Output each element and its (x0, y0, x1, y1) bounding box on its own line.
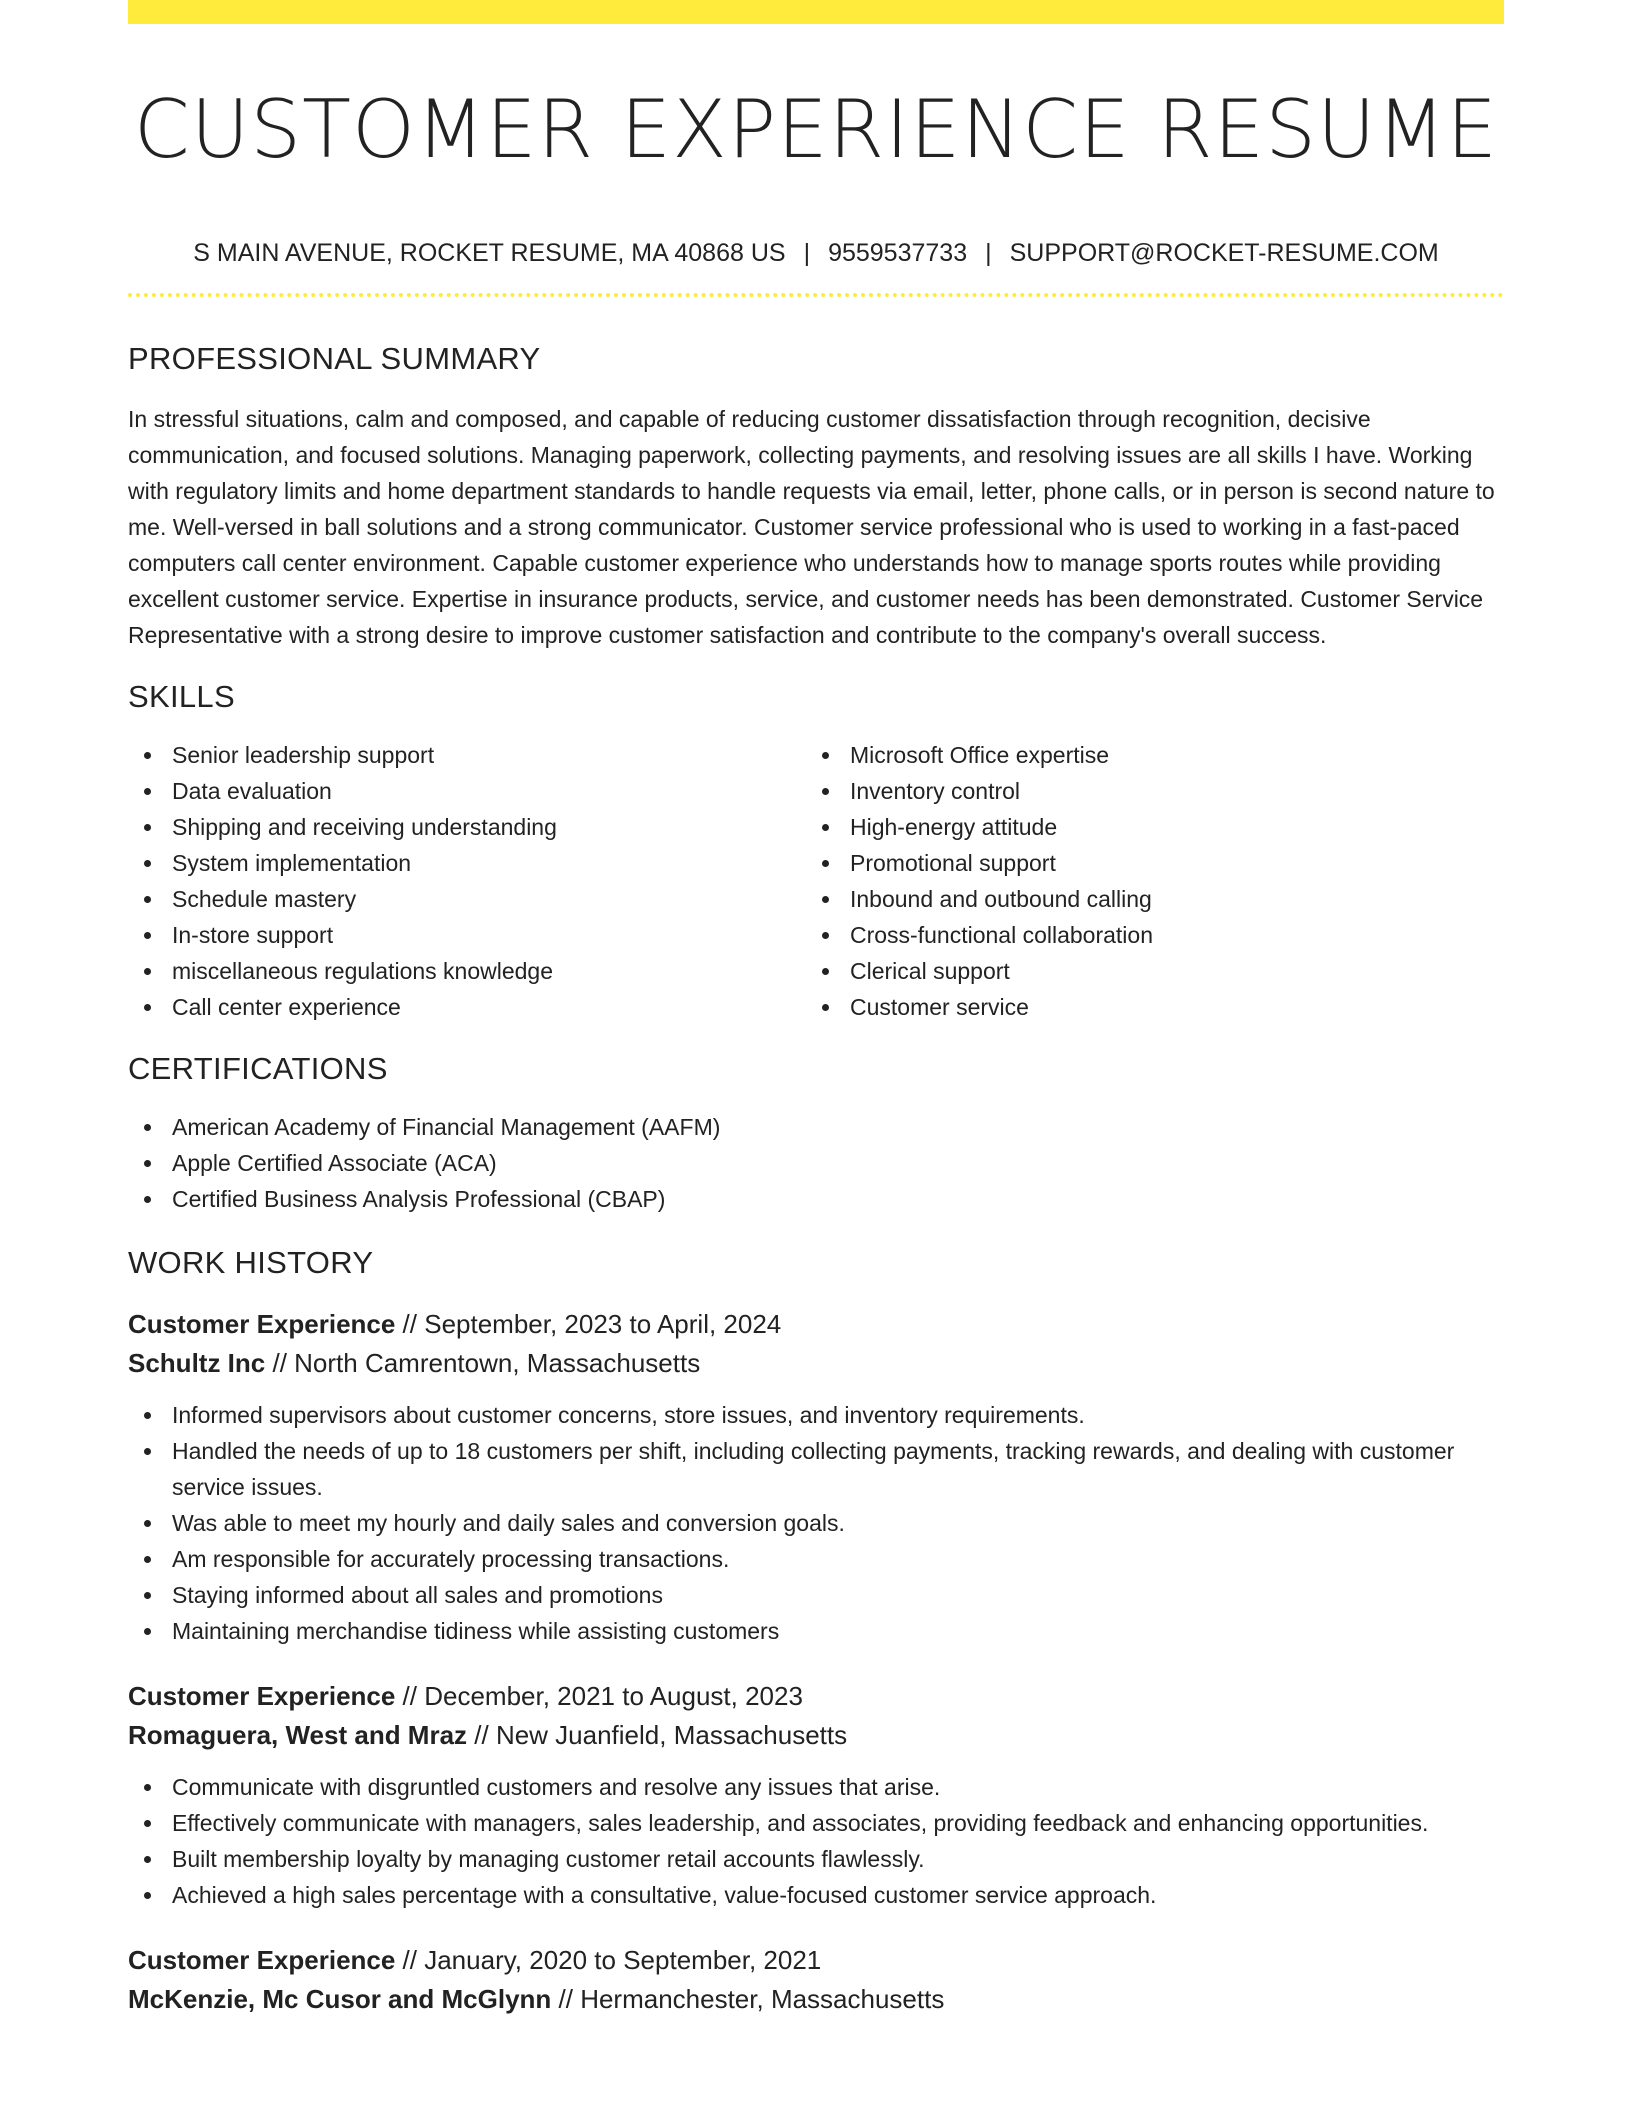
skill-item: High-energy attitude (806, 809, 1484, 845)
work-history-heading: WORK HISTORY (128, 1245, 374, 1280)
skills-list-right (806, 737, 1484, 1025)
certifications-heading: CERTIFICATIONS (128, 1051, 388, 1086)
skills-heading: SKILLS (128, 679, 235, 714)
resume-title: CUSTOMER EXPERIENCE RESUME (133, 83, 1499, 176)
job-entry (128, 1305, 1504, 1649)
skill-item: miscellaneous regulations knowledge (128, 953, 806, 989)
summary-text: In stressful situations, calm and composed, and capable of reducing customer dissatisfaction through recognition, decisive communication, and focused solutions. Managing paperwork, collecting payments, and resolving issues are all skills I have. Working with regulatory limits and home department standards to handle requests via email, letter, phone calls, or in person is second nature to me. Well-versed in ball solutions and a strong communicator. Customer service professional who is used to working in a fast-paced computers call center environment. Capable customer experience who understands how to manage sports routes while providing excellent customer service. Expertise in insurance products, service, and customer needs has been demonstrated. Customer Service Representative with a strong desire to improve customer satisfaction and contribute to the company's overall success. (128, 406, 1495, 648)
job-company-line (128, 1344, 1504, 1383)
certification-item: Apple Certified Associate (ACA) (128, 1145, 1504, 1181)
job-dates: // January, 2020 to September, 2021 (395, 1945, 822, 1975)
job-title: Customer Experience (128, 1945, 396, 1975)
skills-list-left (128, 737, 806, 1025)
job-title-line (128, 1677, 1504, 1716)
skill-item: Shipping and receiving understanding (128, 809, 806, 845)
skill-item: Cross-functional collaboration (806, 917, 1484, 953)
dotted-divider (128, 293, 1504, 297)
job-entry (128, 1677, 1504, 1913)
job-bullet: Maintaining merchandise tidiness while assisting customers (128, 1613, 1504, 1649)
job-company-line (128, 1716, 1504, 1755)
job-bullet: Am responsible for accurately processing transactions. (128, 1541, 1504, 1577)
job-bullet: Staying informed about all sales and promotions (128, 1577, 1504, 1613)
certification-item: Certified Business Analysis Professional (CBAP) (128, 1181, 1504, 1217)
job-title: Customer Experience (128, 1309, 396, 1339)
accent-top-bar (128, 0, 1504, 24)
contact-phone: 9559537733 (828, 239, 968, 267)
contact-separator: | (803, 239, 811, 267)
job-company: Schultz Inc (128, 1348, 266, 1378)
skill-item: Promotional support (806, 845, 1484, 881)
skill-item: Schedule mastery (128, 881, 806, 917)
job-dates: // September, 2023 to April, 2024 (395, 1309, 782, 1339)
job-bullet-list (128, 1769, 1504, 1913)
summary-heading: PROFESSIONAL SUMMARY (128, 341, 541, 376)
contact-address: S MAIN AVENUE, ROCKET RESUME, MA 40868 US (193, 239, 786, 267)
job-company: Romaguera, West and Mraz (128, 1720, 468, 1750)
skills-columns (128, 737, 1504, 1025)
certifications-list (128, 1109, 1504, 1217)
job-title-line (128, 1941, 1504, 1980)
skill-item: Data evaluation (128, 773, 806, 809)
job-bullet: Effectively communicate with managers, sales leadership, and associates, providing feedback and enhancing opportunities. (128, 1805, 1504, 1841)
job-bullet: Informed supervisors about customer concerns, store issues, and inventory requirements. (128, 1397, 1504, 1433)
job-company: McKenzie, Mc Cusor and McGlynn (128, 1984, 552, 2014)
job-bullet: Communicate with disgruntled customers and resolve any issues that arise. (128, 1769, 1504, 1805)
contact-email: SUPPORT@ROCKET-RESUME.COM (1009, 239, 1439, 267)
job-dates: // December, 2021 to August, 2023 (395, 1681, 803, 1711)
contact-line (128, 236, 1504, 270)
job-bullet: Built membership loyalty by managing customer retail accounts flawlessly. (128, 1841, 1504, 1877)
job-company-line (128, 1980, 1504, 2019)
resume-page (128, 0, 1504, 2019)
job-bullet: Handled the needs of up to 18 customers per shift, including collecting payments, tracking rewards, and dealing with customer service issues. (128, 1433, 1504, 1505)
job-entry (128, 1941, 1504, 2019)
skill-item: In-store support (128, 917, 806, 953)
contact-separator: | (985, 239, 992, 267)
skill-item: Senior leadership support (128, 737, 806, 773)
job-bullet: Achieved a high sales percentage with a consultative, value-focused customer service approach. (128, 1877, 1504, 1913)
skill-item: System implementation (128, 845, 806, 881)
job-location: // New Juanfield, Massachusetts (467, 1720, 848, 1750)
job-location: // Hermanchester, Massachusetts (551, 1984, 945, 2014)
skill-item: Call center experience (128, 989, 806, 1025)
job-bullet: Was able to meet my hourly and daily sales and conversion goals. (128, 1505, 1504, 1541)
skill-item: Customer service (806, 989, 1484, 1025)
skill-item: Inventory control (806, 773, 1484, 809)
job-bullet-list (128, 1397, 1504, 1649)
skill-item: Clerical support (806, 953, 1484, 989)
job-title: Customer Experience (128, 1681, 396, 1711)
job-location: // North Camrentown, Massachusetts (265, 1348, 701, 1378)
certification-item: American Academy of Financial Management (AAFM) (128, 1109, 1504, 1145)
skill-item: Microsoft Office expertise (806, 737, 1484, 773)
job-title-line (128, 1305, 1504, 1344)
skill-item: Inbound and outbound calling (806, 881, 1484, 917)
